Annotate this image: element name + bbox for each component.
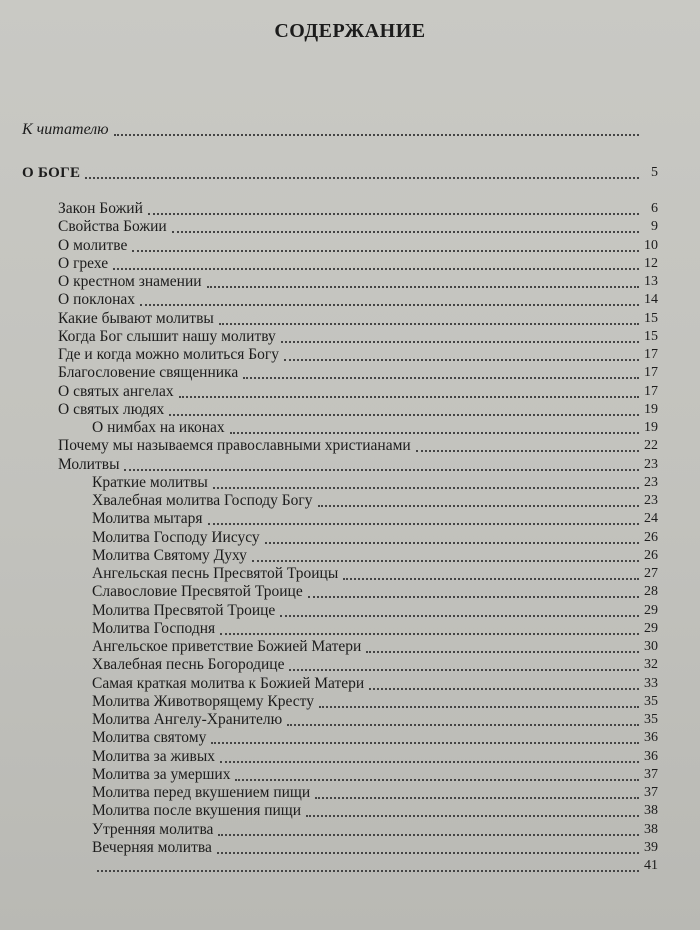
toc-entry: [58, 198, 658, 218]
toc-entry: [92, 691, 658, 711]
dot-leader: [220, 757, 639, 763]
toc-entry: [22, 119, 658, 139]
toc-entry-page: 14: [644, 292, 658, 308]
dot-leader: [343, 574, 639, 580]
toc-entry: [58, 381, 658, 401]
toc-entry-label: О святых людях: [58, 400, 165, 418]
toc-entry-page: 30: [644, 639, 658, 654]
dot-leader: [369, 684, 639, 690]
toc-entry-page: 36: [644, 730, 658, 746]
toc-entry-label: О поклонах: [58, 291, 136, 309]
dot-leader: [179, 392, 639, 398]
toc-entry: [92, 764, 658, 784]
toc-entry-label: Какие бывают молитвы: [58, 309, 214, 327]
toc-entry-page: 37: [644, 785, 658, 800]
toc-entry-page: 23: [644, 493, 658, 508]
dot-leader: [280, 611, 639, 617]
toc-entry: [92, 673, 658, 693]
toc-entry-page: 39: [644, 839, 658, 855]
toc-entry-page: 26: [644, 547, 658, 563]
toc-entry-label: К читателю: [22, 121, 109, 138]
toc-entry-page: 15: [644, 328, 658, 344]
toc-entry-page: 19: [644, 420, 658, 435]
toc-entry-label: Молитва Господу Иисусу: [92, 528, 260, 546]
toc-entry: [92, 782, 658, 802]
dot-leader: [306, 811, 639, 817]
dot-leader: [85, 173, 639, 179]
dot-leader: [308, 592, 639, 598]
toc-entry: [92, 490, 658, 510]
toc-entry-label: Самая краткая молитва к Божией Матери: [92, 674, 365, 692]
toc-entry-page: 23: [644, 474, 658, 490]
toc-entry-page: 41: [644, 858, 658, 873]
toc-entry: [92, 508, 658, 528]
dot-leader: [243, 373, 639, 379]
toc-entry: [58, 271, 658, 291]
toc-entry-label: Молитва после вкушения пищи: [92, 802, 302, 820]
toc-entry-label: Ангельское приветствие Божией Матери: [92, 638, 362, 655]
dot-leader: [213, 483, 639, 489]
dot-leader: [230, 428, 639, 434]
toc-entry-label: Славословие Пресвятой Троице: [92, 583, 303, 601]
dot-leader: [207, 282, 639, 288]
toc-entry-page: 10: [644, 237, 658, 253]
toc-entry-label: Благословение священника: [58, 364, 239, 382]
toc-entry-label: Свойства Божии: [58, 218, 167, 236]
toc-entry-page: 17: [644, 365, 658, 381]
toc-entry: [92, 837, 658, 857]
toc-entry: [22, 162, 658, 182]
toc-entry-page: 22: [644, 438, 658, 454]
dot-leader: [114, 130, 639, 136]
toc-entry-label: Вечерняя молитва: [92, 838, 212, 856]
toc-entry-page: 6: [651, 201, 658, 216]
toc-entry-label: Когда Бог слышит нашу молитву: [58, 327, 276, 345]
toc-entry-label: Хвалебная молитва Господу Богу: [92, 492, 313, 509]
dot-leader: [219, 319, 639, 325]
dot-leader: [97, 866, 639, 872]
toc-entry-label: Молитва Ангелу-Хранителю: [92, 711, 283, 728]
dot-leader: [235, 775, 639, 781]
toc-entry: [92, 563, 658, 583]
toc-entry: [92, 654, 658, 674]
toc-entry-label: Молитва Животворящему Кресту: [92, 692, 314, 710]
dot-leader: [113, 264, 639, 270]
toc-entry-label: Краткие молитвы: [92, 473, 208, 491]
dot-leader: [319, 702, 639, 708]
dot-leader: [140, 300, 639, 306]
toc-entry-label: О святых ангелах: [58, 382, 174, 400]
dot-leader: [169, 410, 639, 416]
toc-entry-page: 35: [644, 693, 658, 709]
toc-entry-page: 37: [644, 766, 658, 782]
toc-entry-label: Молитва перед вкушением пищи: [92, 784, 311, 801]
toc-entry-page: 26: [644, 529, 658, 545]
dot-leader: [217, 848, 639, 854]
toc-entry: [92, 527, 658, 547]
toc-entry-page: 38: [644, 821, 658, 837]
toc-entry-label: Молитва Господня: [92, 619, 216, 637]
toc-entry-label: Молитва святому: [92, 729, 207, 747]
toc-entry-page: 29: [644, 602, 658, 618]
toc-entry-label: О крестном знамении: [58, 273, 202, 290]
toc-entry: [58, 289, 658, 309]
toc-entry-label: Молитва мытаря: [92, 510, 203, 528]
dot-leader: [416, 446, 639, 452]
page-title: СОДЕРЖАНИЕ: [274, 20, 426, 42]
toc-entry: [58, 435, 658, 455]
toc-entry-page: 12: [644, 255, 658, 271]
toc-entry: [58, 326, 658, 346]
toc-entry-page: 27: [644, 566, 658, 581]
toc-entry: [92, 727, 658, 747]
toc-entry: [58, 362, 658, 382]
toc-entry: [92, 472, 658, 492]
toc-entry-label: Где и когда можно молиться Богу: [58, 346, 279, 363]
dot-leader: [281, 337, 639, 343]
toc-entry-page: 9: [651, 219, 658, 235]
dot-leader: [124, 465, 639, 471]
toc-entry-label: Хвалебная песнь Богородице: [92, 656, 285, 674]
toc-entry-page: 28: [644, 584, 658, 600]
toc-entry: [92, 545, 658, 565]
toc-entry: [92, 855, 658, 875]
dot-leader: [265, 538, 639, 544]
toc-entry-page: 33: [644, 675, 658, 691]
toc-entry-label: Утренняя молитва: [92, 820, 214, 838]
dot-leader: [208, 519, 639, 525]
dot-leader: [252, 556, 639, 562]
toc-entry: [92, 581, 658, 601]
dot-leader: [172, 227, 639, 233]
toc-entry: [92, 618, 658, 638]
toc-entry-page: 17: [644, 347, 658, 362]
dot-leader: [148, 209, 639, 215]
toc-entry: [92, 800, 658, 820]
toc-entry: [92, 417, 658, 437]
toc-entry-label: О молитве: [58, 236, 128, 254]
toc-entry: [58, 253, 658, 273]
dot-leader: [132, 246, 639, 252]
toc-entry: [92, 600, 658, 620]
toc-entry-label: О грехе: [58, 254, 109, 272]
toc-entry-page: 24: [644, 511, 658, 527]
toc-entry: [58, 344, 658, 364]
dot-leader: [289, 665, 639, 671]
dot-leader: [284, 355, 639, 361]
toc-entry-label: Молитва за живых: [92, 747, 215, 765]
toc-entry-page: 23: [644, 456, 658, 472]
toc-entry: [92, 819, 658, 839]
toc-entry: [92, 746, 658, 766]
toc-entry-page: 15: [644, 310, 658, 326]
toc-entry: [58, 216, 658, 236]
dot-leader: [220, 629, 639, 635]
toc-entry: [92, 636, 658, 656]
toc-entry-page: 32: [644, 657, 658, 673]
dot-leader: [318, 501, 639, 507]
toc-entry: [58, 454, 658, 474]
toc-entry-page: 19: [644, 401, 658, 417]
toc-entry-label: Молитва за умерших: [92, 765, 231, 783]
toc-entry: [92, 709, 658, 729]
toc-entry-label: О БОГЕ: [22, 165, 81, 181]
toc-entry: [58, 235, 658, 255]
toc-entry-label: Ангельская песнь Пресвятой Троицы: [92, 565, 339, 582]
toc-entry-page: 17: [644, 383, 658, 399]
toc-entry-label: Молитва Пресвятой Троице: [92, 601, 276, 619]
toc-entry-label: О нимбах на иконах: [92, 419, 225, 436]
dot-leader: [287, 720, 639, 726]
toc-entry: [58, 308, 658, 328]
dot-leader: [315, 793, 639, 799]
toc-entry-label: Молитвы: [58, 455, 120, 473]
toc-entry-label: Молитва Святому Духу: [92, 546, 247, 564]
dot-leader: [211, 738, 639, 744]
dot-leader: [366, 647, 639, 653]
toc-entry-page: 5: [651, 165, 658, 180]
toc-entry-label: Закон Божий: [58, 200, 143, 217]
toc-entry-page: 36: [644, 748, 658, 764]
toc-entry-label: Почему мы называемся православными христианами: [58, 437, 411, 455]
dot-leader: [218, 830, 639, 836]
toc-entry-page: 13: [644, 274, 658, 289]
toc-entry-page: 35: [644, 712, 658, 727]
toc-entry: [58, 399, 658, 419]
toc-entry-page: 38: [644, 803, 658, 819]
toc-entry-page: 29: [644, 620, 658, 636]
